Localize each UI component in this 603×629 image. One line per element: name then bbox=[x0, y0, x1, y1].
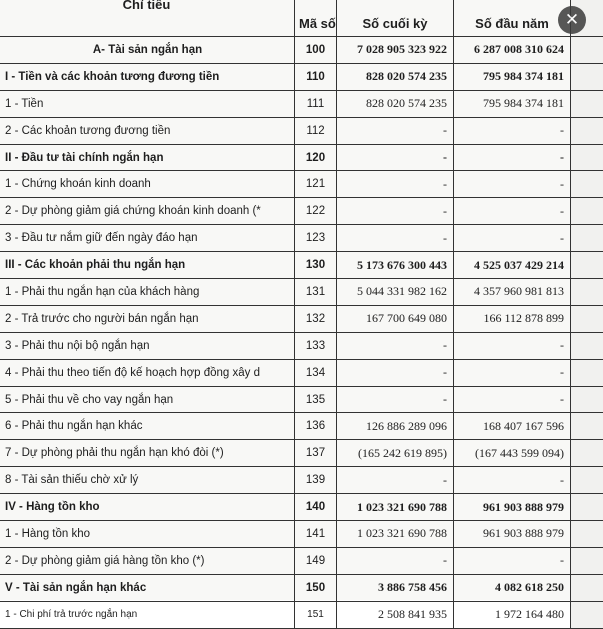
row-label: I - Tiền và các khoản tương đương tiền bbox=[0, 63, 295, 90]
row-code: 149 bbox=[295, 547, 337, 574]
row-label: 2 - Dự phòng giảm giá chứng khoán kinh doanh (* bbox=[0, 198, 295, 225]
row-end-value: 167 700 649 080 bbox=[337, 305, 454, 332]
row-start-value: - bbox=[454, 467, 571, 494]
row-code: 135 bbox=[295, 386, 337, 413]
table-row bbox=[0, 494, 603, 521]
table-row bbox=[0, 386, 603, 413]
row-end-value: - bbox=[337, 332, 454, 359]
row-code: 123 bbox=[295, 225, 337, 252]
header-start-year: Số đầu năm bbox=[454, 0, 571, 37]
row-end-value: - bbox=[337, 117, 454, 144]
row-code: 150 bbox=[295, 574, 337, 601]
row-end-value: - bbox=[337, 359, 454, 386]
row-start-value: 795 984 374 181 bbox=[454, 90, 571, 117]
table-row bbox=[0, 467, 603, 494]
row-end-value: 5 173 676 300 443 bbox=[337, 252, 454, 279]
row-code: 131 bbox=[295, 279, 337, 306]
row-end-value: - bbox=[337, 198, 454, 225]
row-code: 130 bbox=[295, 252, 337, 279]
row-label: 1 - Chứng khoán kinh doanh bbox=[0, 171, 295, 198]
row-start-value: 1 972 164 480 bbox=[454, 601, 571, 628]
table-row bbox=[0, 37, 603, 64]
row-label: 1 - Chi phí trả trước ngắn hạn bbox=[0, 601, 295, 628]
row-label: A- Tài sản ngắn hạn bbox=[0, 37, 295, 64]
row-end-value: - bbox=[337, 225, 454, 252]
row-label: 3 - Phải thu nội bộ ngắn hạn bbox=[0, 332, 295, 359]
row-code: 100 bbox=[295, 37, 337, 64]
row-start-value: 4 082 618 250 bbox=[454, 574, 571, 601]
row-code: 121 bbox=[295, 171, 337, 198]
close-icon[interactable]: ✕ bbox=[558, 6, 586, 34]
header-code: Mã số bbox=[295, 0, 337, 37]
row-code: 122 bbox=[295, 198, 337, 225]
row-end-value: 1 023 321 690 788 bbox=[337, 521, 454, 548]
row-code: 132 bbox=[295, 305, 337, 332]
header-label: Chỉ tiêu bbox=[0, 0, 295, 37]
row-start-value: - bbox=[454, 547, 571, 574]
table-row bbox=[0, 521, 603, 548]
row-start-value: 4 357 960 981 813 bbox=[454, 279, 571, 306]
table-row bbox=[0, 305, 603, 332]
row-label: 1 - Hàng tồn kho bbox=[0, 521, 295, 548]
row-start-value: (167 443 599 094) bbox=[454, 440, 571, 467]
row-start-value: - bbox=[454, 225, 571, 252]
row-start-value: 6 287 008 310 624 bbox=[454, 37, 571, 64]
row-label: 2 - Dự phòng giảm giá hàng tồn kho (*) bbox=[0, 547, 295, 574]
table-row bbox=[0, 440, 603, 467]
row-end-value: 2 508 841 935 bbox=[337, 601, 454, 628]
row-code: 139 bbox=[295, 467, 337, 494]
row-end-value: - bbox=[337, 144, 454, 171]
table-row bbox=[0, 90, 603, 117]
row-start-value: - bbox=[454, 171, 571, 198]
row-end-value: - bbox=[337, 171, 454, 198]
row-code: 120 bbox=[295, 144, 337, 171]
row-code: 111 bbox=[295, 90, 337, 117]
row-code: 133 bbox=[295, 332, 337, 359]
row-end-value: 3 886 758 456 bbox=[337, 574, 454, 601]
row-start-value: 961 903 888 979 bbox=[454, 521, 571, 548]
table-row bbox=[0, 413, 603, 440]
table-row bbox=[0, 144, 603, 171]
row-label: 3 - Đầu tư nắm giữ đến ngày đáo hạn bbox=[0, 225, 295, 252]
row-label: 2 - Trả trước cho người bán ngắn hạn bbox=[0, 305, 295, 332]
row-label: III - Các khoản phải thu ngắn hạn bbox=[0, 252, 295, 279]
row-end-value: 828 020 574 235 bbox=[337, 63, 454, 90]
row-label: 4 - Phải thu theo tiến độ kế hoạch hợp đồng xây d bbox=[0, 359, 295, 386]
row-start-value: - bbox=[454, 359, 571, 386]
row-code: 134 bbox=[295, 359, 337, 386]
row-label: 8 - Tài sản thiếu chờ xử lý bbox=[0, 467, 295, 494]
row-start-value: - bbox=[454, 386, 571, 413]
row-start-value: 4 525 037 429 214 bbox=[454, 252, 571, 279]
row-end-value: - bbox=[337, 467, 454, 494]
row-start-value: - bbox=[454, 144, 571, 171]
row-end-value: 828 020 574 235 bbox=[337, 90, 454, 117]
row-label: 7 - Dự phòng phải thu ngắn hạn khó đòi (*) bbox=[0, 440, 295, 467]
row-label: 1 - Phải thu ngắn hạn của khách hàng bbox=[0, 279, 295, 306]
table-row bbox=[0, 117, 603, 144]
table-row bbox=[0, 547, 603, 574]
table-row bbox=[0, 332, 603, 359]
row-start-value: - bbox=[454, 332, 571, 359]
row-code: 112 bbox=[295, 117, 337, 144]
row-end-value: 126 886 289 096 bbox=[337, 413, 454, 440]
row-label: 5 - Phải thu về cho vay ngắn hạn bbox=[0, 386, 295, 413]
row-label: V - Tài sản ngắn hạn khác bbox=[0, 574, 295, 601]
row-end-value: - bbox=[337, 386, 454, 413]
row-start-value: - bbox=[454, 198, 571, 225]
row-label: 1 - Tiền bbox=[0, 90, 295, 117]
row-code: 136 bbox=[295, 413, 337, 440]
row-label: 6 - Phải thu ngắn hạn khác bbox=[0, 413, 295, 440]
table-row bbox=[0, 63, 603, 90]
row-start-value: 166 112 878 899 bbox=[454, 305, 571, 332]
row-code: 140 bbox=[295, 494, 337, 521]
row-label: IV - Hàng tồn kho bbox=[0, 494, 295, 521]
table-row bbox=[0, 359, 603, 386]
table-row bbox=[0, 252, 603, 279]
row-end-value: 7 028 905 323 922 bbox=[337, 37, 454, 64]
row-start-value: - bbox=[454, 117, 571, 144]
row-start-value: 795 984 374 181 bbox=[454, 63, 571, 90]
table-header-row bbox=[0, 0, 603, 37]
row-code: 141 bbox=[295, 521, 337, 548]
row-end-value: 1 023 321 690 788 bbox=[337, 494, 454, 521]
row-label: 2 - Các khoản tương đương tiền bbox=[0, 117, 295, 144]
row-code: 151 bbox=[295, 601, 337, 628]
row-code: 110 bbox=[295, 63, 337, 90]
table-row bbox=[0, 574, 603, 601]
row-code: 137 bbox=[295, 440, 337, 467]
header-end-period: Số cuối kỳ bbox=[337, 0, 454, 37]
row-end-value: (165 242 619 895) bbox=[337, 440, 454, 467]
table-row bbox=[0, 171, 603, 198]
row-end-value: 5 044 331 982 162 bbox=[337, 279, 454, 306]
table-row bbox=[0, 279, 603, 306]
row-label: II - Đầu tư tài chính ngắn hạn bbox=[0, 144, 295, 171]
row-start-value: 168 407 167 596 bbox=[454, 413, 571, 440]
table-row bbox=[0, 601, 603, 628]
row-start-value: 961 903 888 979 bbox=[454, 494, 571, 521]
row-end-value: - bbox=[337, 547, 454, 574]
table-row bbox=[0, 198, 603, 225]
table-row bbox=[0, 225, 603, 252]
